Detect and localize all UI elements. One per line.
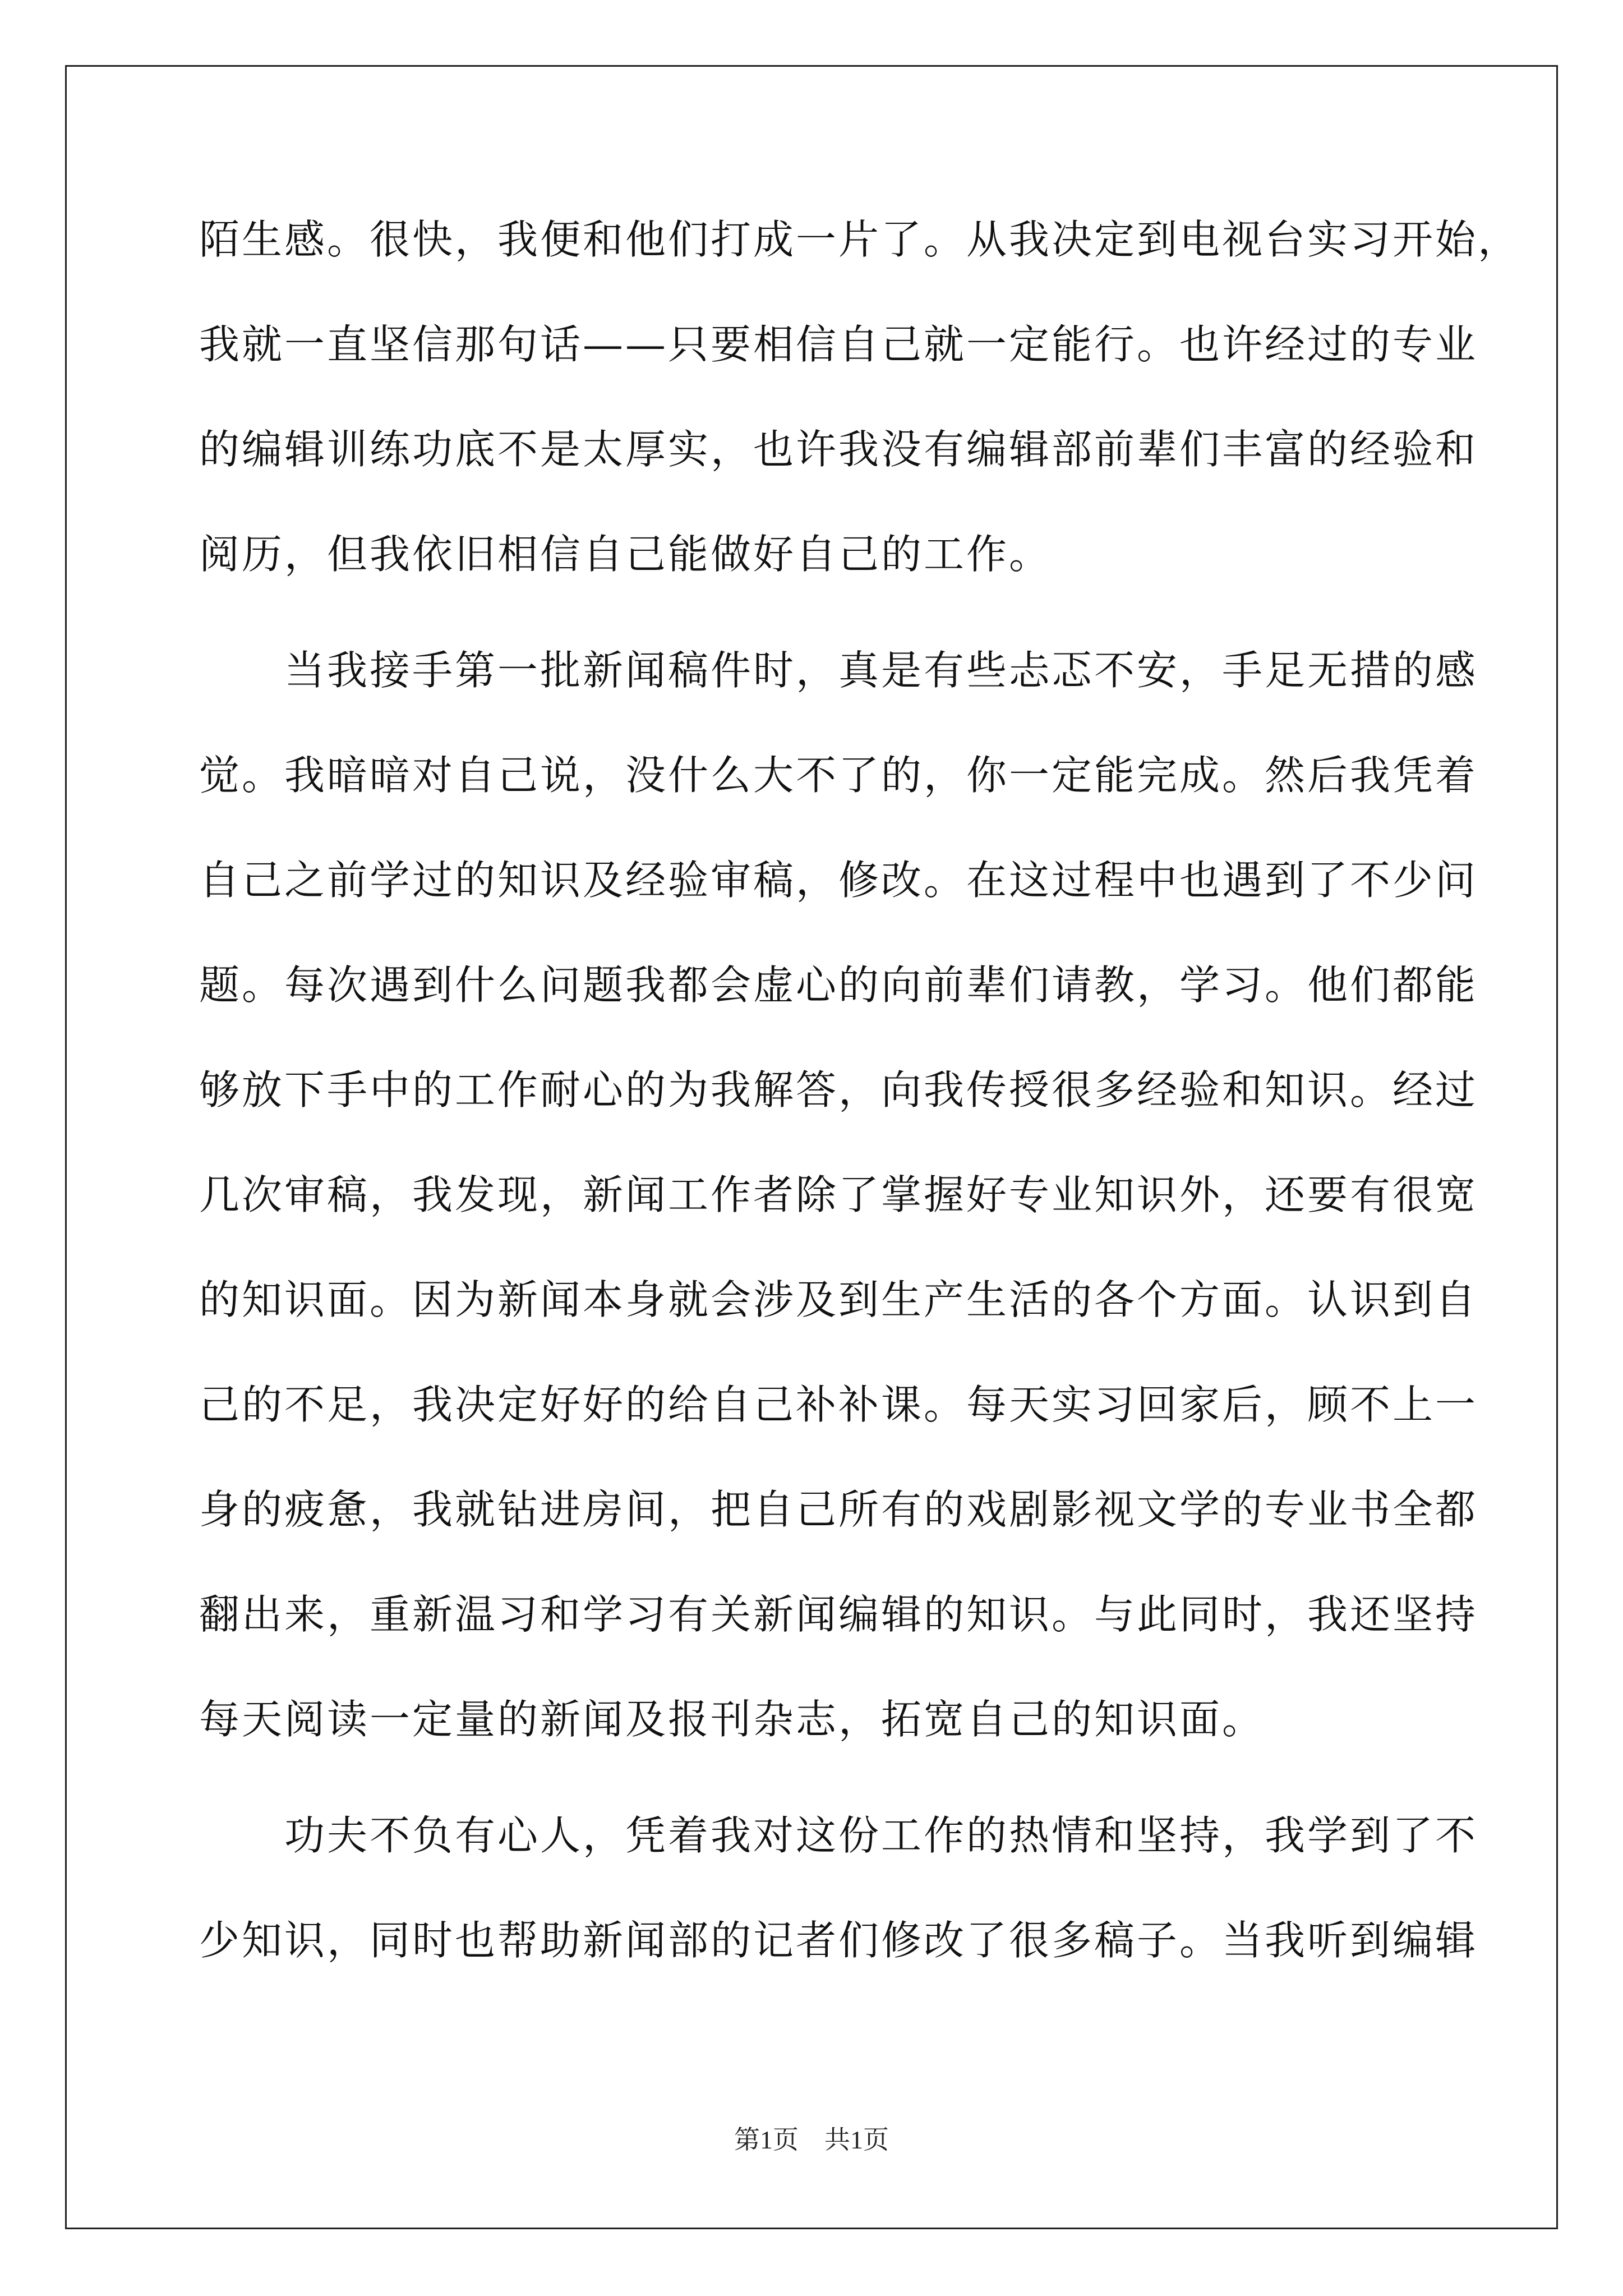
page-number-footer: 第1页 共1页 bbox=[734, 2125, 889, 2154]
text-line: 少知识，同时也帮助新闻部的记者们修改了很多稿子。当我听到编辑 bbox=[199, 1917, 1478, 1964]
text-line: 身的疲惫，我就钻进房间，把自己所有的戏剧影视文学的专业书全都 bbox=[199, 1486, 1478, 1533]
text-line: 翻出来，重新温习和学习有关新闻编辑的知识。与此同时，我还坚持 bbox=[199, 1591, 1478, 1638]
text-line: 功夫不负有心人，凭着我对这份工作的热情和坚持，我学到了不 bbox=[199, 1812, 1478, 1859]
text-line: 题。每次遇到什么问题我都会虚心的向前辈们请教，学习。他们都能 bbox=[199, 961, 1478, 1009]
text-line: 几次审稿，我发现，新闻工作者除了掌握好专业知识外，还要有很宽 bbox=[199, 1171, 1478, 1218]
text-line: 的编辑训练功底不是太厚实，也许我没有编辑部前辈们丰富的经验和 bbox=[199, 426, 1478, 473]
text-line: 陌生感。很快，我便和他们打成一片了。从我决定到电视台实习开始， bbox=[199, 216, 1521, 263]
text-line: 当我接手第一批新闻稿件时，真是有些忐忑不安，手足无措的感 bbox=[199, 647, 1478, 694]
text-line: 的知识面。因为新闻本身就会涉及到生产生活的各个方面。认识到自 bbox=[199, 1276, 1478, 1323]
text-line: 阅历，但我依旧相信自己能做好自己的工作。 bbox=[199, 531, 1052, 578]
page-border bbox=[65, 65, 1558, 2229]
text-line: 自己之前学过的知识及经验审稿，修改。在这过程中也遇到了不少问 bbox=[199, 857, 1478, 904]
text-line: 每天阅读一定量的新闻及报刊杂志，拓宽自己的知识面。 bbox=[199, 1696, 1265, 1743]
text-line: 够放下手中的工作耐心的为我解答，向我传授很多经验和知识。经过 bbox=[199, 1066, 1478, 1114]
text-line: 己的不足，我决定好好的给自己补补课。每天实习回家后，顾不上一 bbox=[199, 1381, 1478, 1428]
text-line: 觉。我暗暗对自己说，没什么大不了的，你一定能完成。然后我凭着 bbox=[199, 752, 1478, 799]
text-line: 我就一直坚信那句话——只要相信自己就一定能行。也许经过的专业 bbox=[199, 321, 1478, 368]
